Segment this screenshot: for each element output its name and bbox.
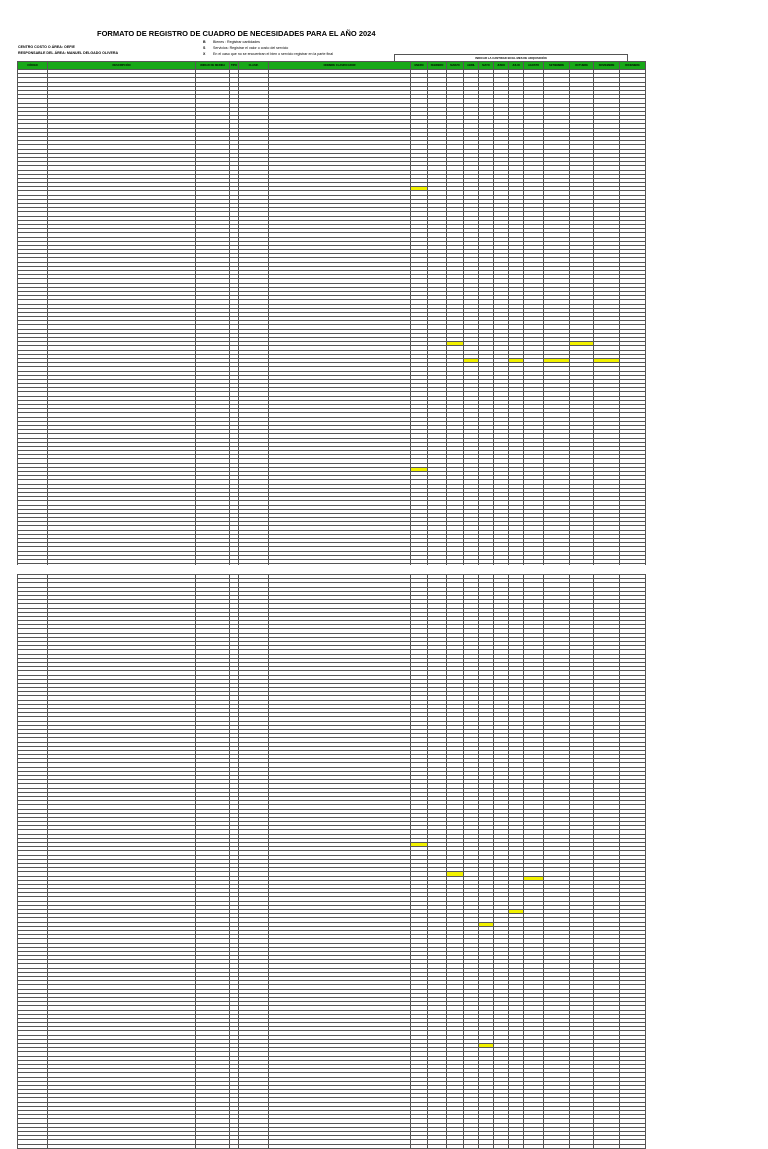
- header-month: DICIEMBRE: [620, 62, 646, 70]
- header-month: FEBRERO: [428, 62, 447, 70]
- header-descripcion: DESCRIPCIÓN: [48, 62, 196, 70]
- table-header-row: [18, 62, 646, 70]
- header-month: JULIO: [509, 62, 524, 70]
- legend-item-servicios: S Servicios: Registrar el valor o costo del servicio: [203, 46, 289, 50]
- header-month: OCTUBRE: [570, 62, 594, 70]
- header-codigo: CÓDIGO: [18, 62, 48, 70]
- header-month: ABRIL: [464, 62, 479, 70]
- header-month: MARZO: [447, 62, 464, 70]
- sheet-page-2: [0, 565, 768, 1024]
- responsable: RESPONSABLE DEL ÁREA: MANUEL DELGADO OLIVERA: [18, 51, 119, 55]
- sheet-page-1: [0, 0, 768, 540]
- header-tipo: TIPO: [230, 62, 239, 70]
- page-title: FORMATO DE REGISTRO DE CUADRO DE NECESIDADES PARA EL AÑO 2024: [97, 29, 376, 38]
- legend-item-bienes: B Bienes : Registrar cantidades: [203, 40, 260, 44]
- legend-item-otros: X En el caso que no se encuentran el bien o servicio registrar en la parte final: [203, 52, 334, 56]
- header-month: SETIEMBRE: [544, 62, 570, 70]
- header-month: MAYO: [479, 62, 494, 70]
- needs-table: [17, 61, 646, 652]
- header-month: AGOSTO: [524, 62, 544, 70]
- header-month: JUNIO: [494, 62, 509, 70]
- header-unidad: UNIDAD DE MEDIDA: [196, 62, 230, 70]
- header-month: NOVIEMBRE: [594, 62, 620, 70]
- centro-costo: CENTRO COSTO O ÁREA: OEFIE: [18, 45, 75, 49]
- header-clasif: CLASIF.: [239, 62, 269, 70]
- header-nombre-clasificador: NOMBRE CLASIFICADOR: [269, 62, 411, 70]
- header-month: ENERO: [411, 62, 428, 70]
- needs-table-continued: [17, 574, 646, 1149]
- months-banner: INDICAR LA CANTIDAD EN EL MES DE ADQUISICIÓN: [394, 54, 628, 63]
